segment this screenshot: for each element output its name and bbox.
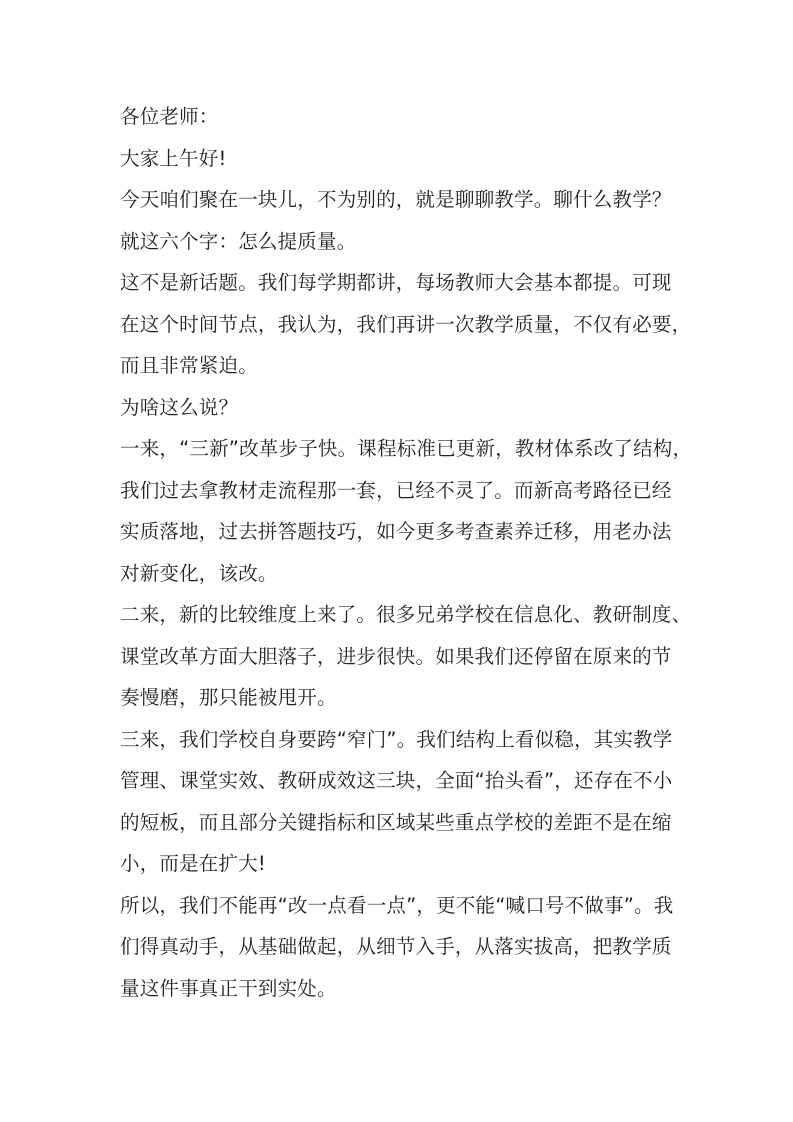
- text-line: 这不是新话题。我们每学期都讲，每场教师大会基本都提。可现: [120, 271, 672, 294]
- text-line: 一来，“三新”改革步子快。课程标准已更新，教材体系改了结构，: [120, 437, 693, 460]
- paragraph: [120, 719, 686, 885]
- paragraph: [120, 179, 686, 262]
- text-line: 量这件事真正干到实处。: [120, 976, 337, 1000]
- text-line: 就这六个字：怎么提质量。: [120, 229, 357, 253]
- text-line: 大家上午好!: [120, 146, 227, 170]
- paragraph: [120, 428, 693, 594]
- text-line: 三来，我们学校自身要跨“窄门”。我们结构上看似稳，其实教学: [120, 727, 673, 751]
- text-line: 二来，新的比较维度上来了。很多兄弟学校在信息化、教研制度、: [120, 603, 692, 626]
- text-line: 我们过去拿教材走流程那一套，已经不灵了。而新高考路径已经: [120, 478, 672, 502]
- text-line: 而且非常紧迫。: [120, 354, 258, 377]
- paragraph: [120, 594, 692, 719]
- text-line: 小，而是在扩大!: [120, 852, 266, 875]
- paragraph: [120, 387, 686, 429]
- text-line: 实质落地，过去拼答题技巧，如今更多考查素养迁移，用老办法: [120, 520, 672, 543]
- text-line: 在这个时间节点，我认为，我们再讲一次教学质量，不仅有必要，: [120, 312, 692, 336]
- text-line: 们得真动手，从基础做起，从细节入手，从落实拔高，把教学质: [120, 935, 672, 958]
- text-line: 各位老师：: [120, 105, 219, 128]
- text-line: 奏慢磨，那只能被甩开。: [120, 686, 337, 709]
- paragraph: [120, 138, 686, 180]
- paragraph: [120, 262, 692, 387]
- text-line: 所以，我们不能再“改一点看一点”，更不能“喊口号不做事”。我: [120, 893, 674, 917]
- text-line: 管理、课堂实效、教研成效这三块，全面“抬头看”，还存在不小: [120, 769, 673, 792]
- text-line: 的短板，而且部分关键指标和区域某些重点学校的差距不是在缩: [120, 810, 672, 834]
- document-body: [120, 96, 693, 1009]
- paragraph: [120, 885, 686, 1010]
- text-line: 对新变化，该改。: [120, 561, 278, 585]
- text-line: 课堂改革方面大胆落子，进步很快。如果我们还停留在原来的节: [120, 644, 672, 668]
- text-line: 今天咱们聚在一块儿，不为别的，就是聊聊教学。聊什么教学？: [120, 188, 672, 211]
- text-line: 为啥这么说？: [120, 395, 239, 419]
- paragraph: [120, 96, 686, 138]
